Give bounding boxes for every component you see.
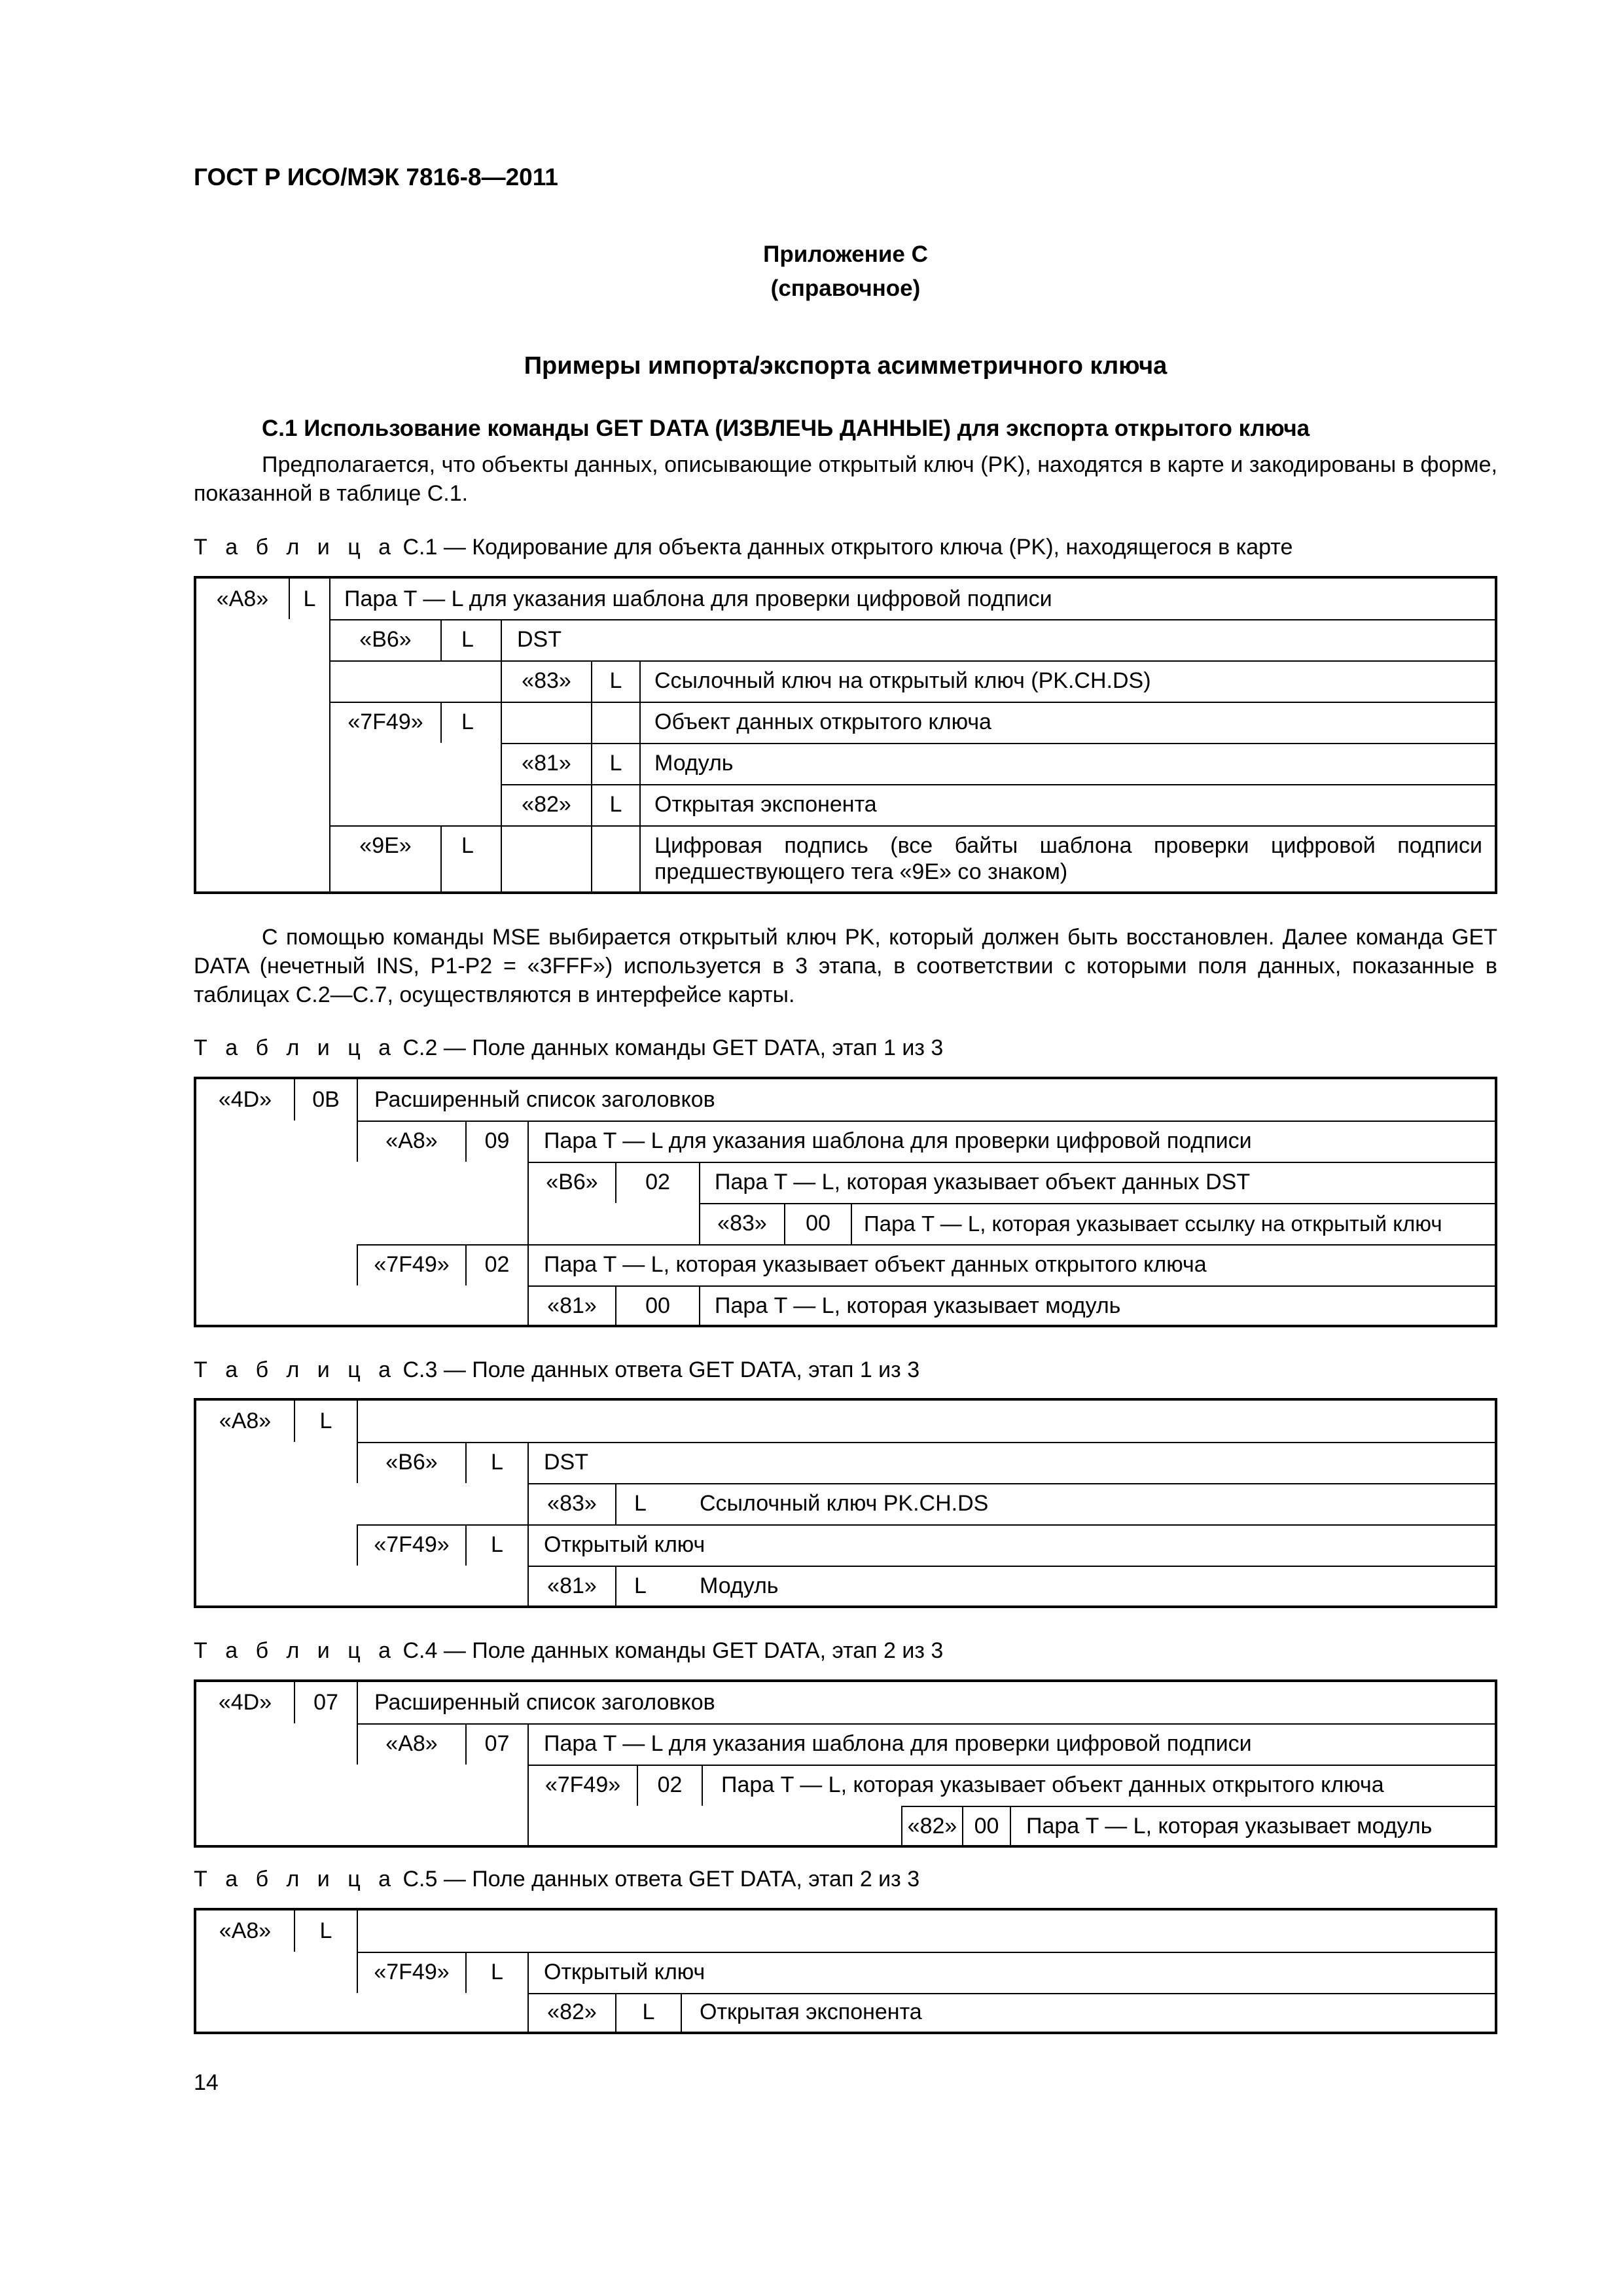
table-c3-caption bbox=[194, 1357, 919, 1383]
tag-cell: «B6» bbox=[385, 1450, 438, 1475]
annex-label bbox=[194, 238, 1497, 306]
tag-cell: «B6» bbox=[359, 627, 412, 652]
paragraph-2-text: С помощью команды MSE выбирается открытый ключ PK, который должен быть восстановлен. Далее команда GET DATA (нечетный INS, P1-P2 = «3FFF») используется в 3 этапа, в соответствии с которыми поля данных, показанные в таблицах С.2—С.7, осуществляются в интерфейсе карты. bbox=[194, 925, 1497, 1007]
length-cell: L bbox=[303, 586, 316, 611]
length-cell: 02 bbox=[484, 1252, 510, 1277]
tag-cell: «7F49» bbox=[374, 1252, 450, 1277]
table-c5 bbox=[194, 1908, 1497, 2034]
tag-cell: «B6» bbox=[546, 1170, 598, 1194]
description-cell: Объект данных открытого ключа bbox=[654, 709, 991, 734]
tag-cell: «7F49» bbox=[374, 1532, 450, 1557]
tag-cell: «7F49» bbox=[374, 1960, 450, 1984]
length-cell: L bbox=[461, 627, 474, 652]
table-c2-caption bbox=[194, 1035, 943, 1061]
length-cell: L bbox=[634, 1573, 647, 1598]
length-cell: L bbox=[609, 668, 622, 693]
length-cell: 09 bbox=[484, 1128, 510, 1153]
page-number: 14 bbox=[194, 2070, 219, 2095]
description-cell: Пара T — L для указания шаблона для проверки цифровой подписи bbox=[544, 1731, 1252, 1756]
tag-cell: «83» bbox=[522, 668, 571, 693]
tag-cell: «83» bbox=[547, 1491, 597, 1516]
description-cell: Открытая экспонента bbox=[700, 2000, 922, 2024]
table-c4 bbox=[194, 1679, 1497, 1848]
length-cell: 07 bbox=[484, 1731, 510, 1756]
description-cell: Модуль bbox=[654, 751, 734, 776]
table-c4-caption bbox=[194, 1638, 943, 1664]
length-cell: L bbox=[491, 1960, 503, 1984]
table-caption-text: С.3 — Поле данных ответа GET DATA, этап 1 из 3 bbox=[397, 1357, 920, 1382]
tag-cell: «81» bbox=[547, 1293, 597, 1318]
tag-cell: «A8» bbox=[216, 586, 269, 611]
length-cell: L bbox=[642, 2000, 655, 2024]
length-cell: L bbox=[491, 1450, 503, 1475]
paragraph-1-text: Предполагается, что объекты данных, описывающие открытый ключ (PK), находятся в карте и закодированы в форме, показанной в таблице С.1. bbox=[194, 452, 1497, 506]
description-cell: Пара T — L, которая указывает модуль bbox=[715, 1293, 1121, 1318]
length-cell: 00 bbox=[974, 1814, 999, 1839]
length-cell: L bbox=[461, 833, 474, 858]
tag-cell: «81» bbox=[522, 751, 571, 776]
table-c2 bbox=[194, 1077, 1497, 1327]
length-cell: 07 bbox=[313, 1690, 338, 1715]
annex-title: Примеры импорта/экспорта асимметричного ключа bbox=[524, 352, 1168, 380]
length-cell: L bbox=[634, 1491, 647, 1516]
description-cell: Пара T — L, которая указывает ссылку на открытый ключ bbox=[864, 1211, 1442, 1236]
table-c3 bbox=[194, 1398, 1497, 1608]
tag-cell: «4D» bbox=[218, 1690, 272, 1715]
length-cell: 02 bbox=[645, 1170, 670, 1194]
description-cell: DST bbox=[544, 1450, 588, 1475]
length-cell: L bbox=[491, 1532, 503, 1557]
tag-cell: «7F49» bbox=[544, 1772, 621, 1797]
length-cell: 00 bbox=[806, 1211, 830, 1236]
annex-number: Приложение С bbox=[763, 242, 928, 267]
description-cell: Расширенный список заголовков bbox=[374, 1087, 715, 1112]
tag-cell: «A8» bbox=[385, 1731, 438, 1756]
description-cell: Пара T — L, которая указывает объект данных открытого ключа bbox=[721, 1772, 1384, 1797]
tag-cell: «82» bbox=[522, 792, 571, 817]
table-c1-caption bbox=[194, 535, 1293, 560]
table-c1 bbox=[194, 576, 1497, 894]
tag-cell: «A8» bbox=[219, 1918, 272, 1943]
description-cell: Пара T — L, которая указывает объект данных DST bbox=[715, 1170, 1251, 1194]
document-id: ГОСТ Р ИСО/МЭК 7816-8—2011 bbox=[194, 164, 558, 190]
table-caption-text: С.4 — Поле данных команды GET DATA, этап 2 из 3 bbox=[397, 1638, 944, 1663]
section-title: С.1 Использование команды GET DATA (ИЗВЛЕЧЬ ДАННЫЕ) для экспорта открытого ключа bbox=[262, 416, 1310, 441]
table-caption-text: С.2 — Поле данных команды GET DATA, этап 1 из 3 bbox=[397, 1035, 944, 1060]
description-cell: Цифровая подпись (все байты шаблона проверки цифровой подписи предшествующего тега «9E» со знаком) bbox=[654, 833, 1482, 884]
length-cell: 00 bbox=[645, 1293, 670, 1318]
annex-status: (справочное) bbox=[770, 276, 921, 301]
tag-cell: «9E» bbox=[359, 833, 412, 858]
length-cell: L bbox=[609, 751, 622, 776]
length-cell: L bbox=[609, 792, 622, 817]
description-cell: Расширенный список заголовков bbox=[374, 1690, 715, 1715]
paragraph-2 bbox=[194, 923, 1497, 1009]
table-caption-prefix: Т а б л и ц а bbox=[194, 1638, 397, 1663]
description-cell: Ссылочный ключ на открытый ключ (PK.CH.DS) bbox=[654, 668, 1151, 693]
length-cell: 0B bbox=[312, 1087, 340, 1112]
length-cell: L bbox=[319, 1918, 332, 1943]
description-cell: Открытый ключ bbox=[544, 1960, 705, 1984]
length-cell: 02 bbox=[657, 1772, 683, 1797]
description-cell: Пара T — L для указания шаблона для проверки цифровой подписи bbox=[544, 1128, 1252, 1153]
length-cell: L bbox=[319, 1408, 332, 1433]
table-c5-caption bbox=[194, 1867, 919, 1892]
description-cell: Открытая экспонента bbox=[654, 792, 877, 817]
tag-cell: «82» bbox=[547, 2000, 597, 2024]
tag-cell: «83» bbox=[717, 1211, 767, 1236]
paragraph-1 bbox=[194, 450, 1497, 508]
tag-cell: «7F49» bbox=[348, 709, 423, 734]
tag-cell: «4D» bbox=[218, 1087, 272, 1112]
table-caption-text: С.5 — Поле данных ответа GET DATA, этап 2 из 3 bbox=[397, 1867, 920, 1892]
table-caption-prefix: Т а б л и ц а bbox=[194, 1867, 397, 1892]
length-cell: L bbox=[461, 709, 474, 734]
description-cell: Пара T — L, которая указывает модуль bbox=[1026, 1814, 1433, 1839]
description-cell: DST bbox=[517, 627, 562, 652]
description-cell: Открытый ключ bbox=[544, 1532, 705, 1557]
tag-cell: «81» bbox=[547, 1573, 597, 1598]
description-cell: Ссылочный ключ PK.CH.DS bbox=[700, 1491, 989, 1516]
tag-cell: «82» bbox=[907, 1814, 957, 1839]
table-caption-prefix: Т а б л и ц а bbox=[194, 1357, 397, 1382]
table-caption-prefix: Т а б л и ц а bbox=[194, 1035, 397, 1060]
description-cell: Пара T — L, которая указывает объект данных открытого ключа bbox=[544, 1252, 1207, 1277]
description-cell: Модуль bbox=[700, 1573, 779, 1598]
table-caption-text: С.1 — Кодирование для объекта данных открытого ключа (PK), находящегося в карте bbox=[397, 535, 1293, 560]
description-cell: Пара T — L для указания шаблона для проверки цифровой подписи bbox=[344, 586, 1052, 611]
tag-cell: «A8» bbox=[385, 1128, 438, 1153]
table-caption-prefix: Т а б л и ц а bbox=[194, 535, 397, 560]
tag-cell: «A8» bbox=[219, 1408, 272, 1433]
